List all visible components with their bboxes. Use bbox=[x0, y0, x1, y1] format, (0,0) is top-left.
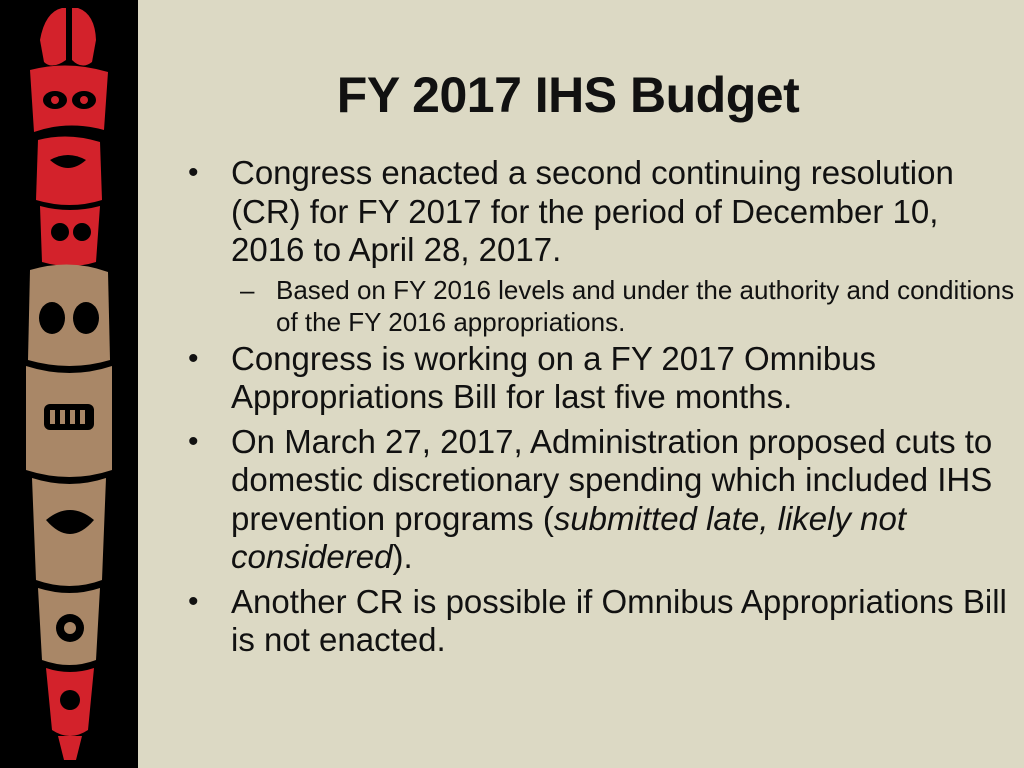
bullet-item bbox=[188, 340, 1018, 417]
bullet-marker: • bbox=[188, 424, 199, 458]
decorative-side-panel bbox=[0, 0, 138, 768]
bullet-list bbox=[188, 154, 1018, 660]
bullet-item bbox=[188, 583, 1018, 660]
bullet-italic-text: submitted late, likely not considered bbox=[231, 499, 906, 575]
bullet-item bbox=[188, 154, 1018, 270]
bullet-marker: • bbox=[188, 341, 199, 375]
sub-bullet-marker: – bbox=[240, 274, 255, 305]
bullet-text bbox=[231, 423, 992, 576]
totem-art-icon bbox=[0, 0, 138, 768]
bullet-marker: • bbox=[188, 584, 199, 618]
bullet-text: Congress is working on a FY 2017 Omnibus Appropriations Bill for last five months. bbox=[231, 339, 877, 415]
bullet-marker: • bbox=[188, 156, 199, 189]
bullet-text: Another CR is possible if Omnibus Appropriations Bill is not enacted. bbox=[231, 582, 1007, 658]
slide bbox=[138, 0, 1024, 768]
bullet-text: Congress enacted a second continuing resolution (CR) for FY 2017 for the period of December 10, 2016 to April 28, 2017. bbox=[231, 154, 954, 268]
bullet-item bbox=[188, 423, 1018, 577]
slide-title: FY 2017 IHS Budget bbox=[336, 67, 800, 123]
sub-bullet-item bbox=[188, 274, 1018, 338]
sub-bullet-text: Based on FY 2016 levels and under the authority and conditions of the FY 2016 appropriations. bbox=[276, 274, 1015, 337]
bullet-text-part: On March 27, 2017, Administration proposed cuts to domestic discretionary spending which included IHS prevention programs ( bbox=[231, 422, 993, 537]
bullet-text-part: ). bbox=[392, 538, 413, 575]
